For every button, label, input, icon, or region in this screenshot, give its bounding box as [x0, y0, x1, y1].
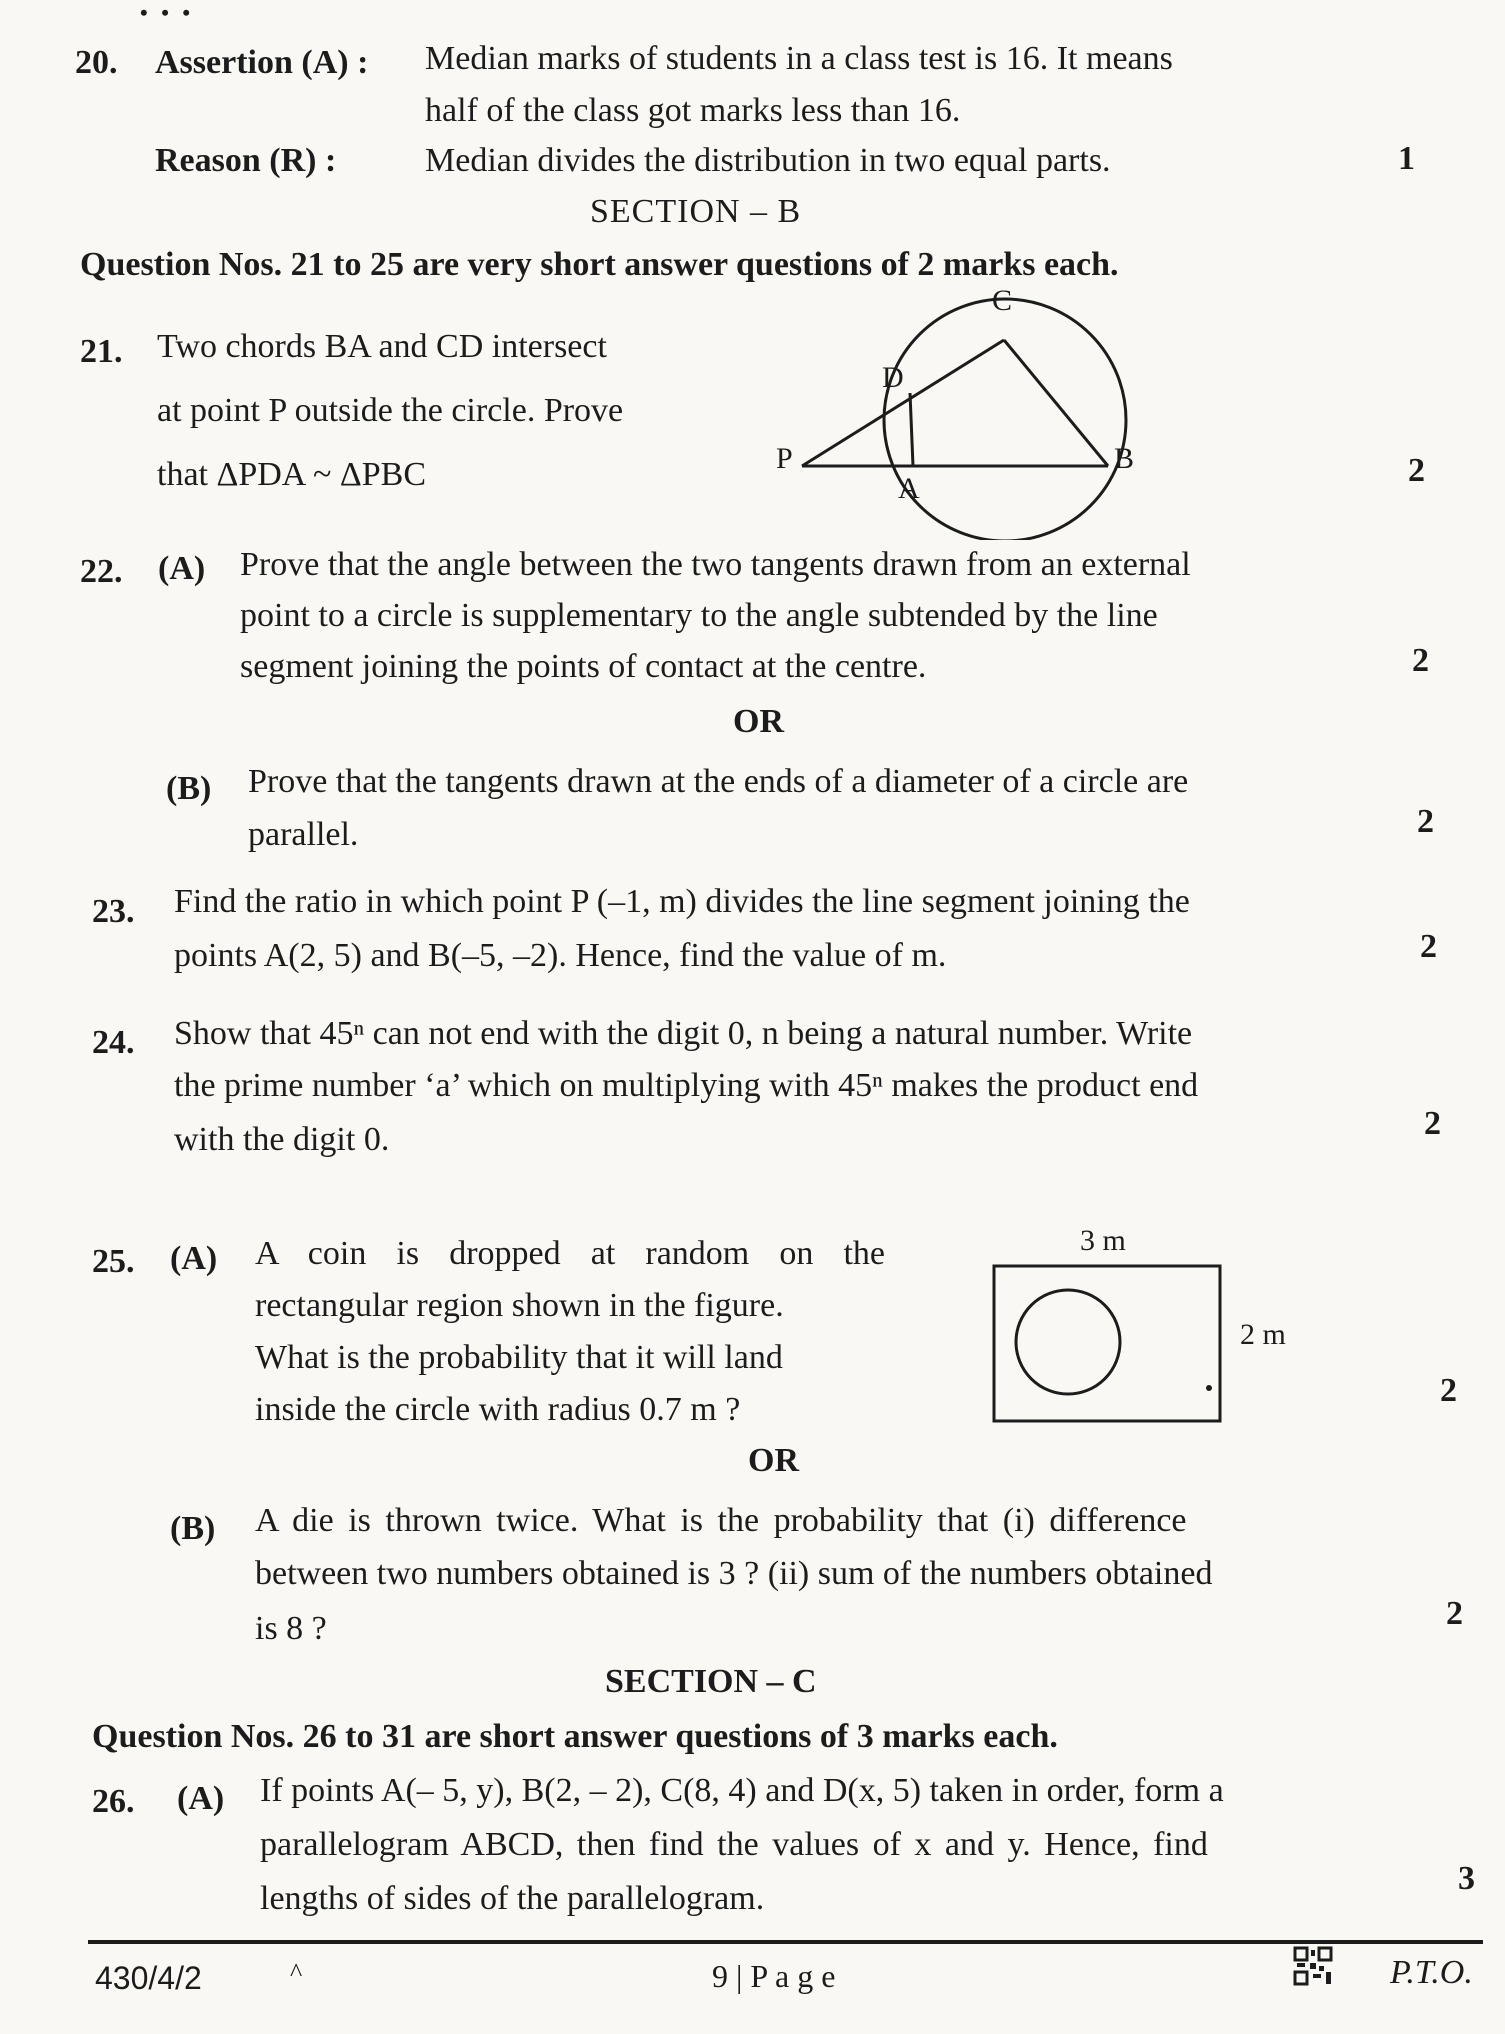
marks: 2 [1417, 803, 1434, 840]
question-text-line1: If points A(– 5, y), B(2, – 2), C(8, 4) and D(x, 5) taken in order, form a [260, 1772, 1224, 1809]
question-number: 23. [92, 893, 135, 930]
question-text-line3: lengths of sides of the parallelogram. [260, 1880, 765, 1917]
label-d: D [882, 361, 904, 394]
rectangle [994, 1266, 1220, 1421]
width-label: 3 m [1080, 1224, 1126, 1257]
intersecting-chords-figure [770, 290, 1140, 540]
paper-code: 430/4/2 [95, 1960, 202, 1996]
line-pc [802, 340, 1004, 466]
option-b-line2: parallel. [248, 816, 359, 853]
option-b-line1: Prove that the tangents drawn at the ends of a diameter of a circle are [248, 763, 1189, 800]
question-number: 26. [92, 1783, 135, 1820]
line-da [910, 393, 913, 466]
option-a-line3: segment joining the points of contact at the centre. [240, 648, 927, 685]
section-c-title: SECTION – C [605, 1663, 817, 1700]
question-number: 21. [80, 333, 123, 370]
question-text-line2: at point P outside the circle. Prove [157, 392, 624, 429]
option-a-line3: What is the probability that it will land [255, 1339, 783, 1376]
question-text-line1: Find the ratio in which point P (–1, m) divides the line segment joining the [174, 883, 1190, 920]
question-number: 24. [92, 1024, 135, 1061]
question-text-line3: with the digit 0. [174, 1121, 390, 1158]
circle [1016, 1290, 1120, 1394]
option-a-label: (A) [158, 550, 206, 587]
option-b-line2: between two numbers obtained is 3 ? (ii) sum of the numbers obtained [255, 1555, 1213, 1592]
label-p: P [776, 442, 793, 475]
marks: 2 [1446, 1595, 1463, 1632]
marks: 3 [1458, 1860, 1475, 1897]
option-a-label: (A) [177, 1780, 225, 1817]
question-text-line2: points A(2, 5) and B(–5, –2). Hence, find the value of m. [174, 937, 947, 974]
label-a: A [898, 472, 920, 505]
caret-mark: ^ [290, 1958, 303, 1987]
marks: 2 [1424, 1105, 1441, 1142]
option-b-line3: is 8 ? [255, 1610, 327, 1647]
section-b-title: SECTION – B [590, 193, 802, 230]
label-b: B [1114, 442, 1135, 475]
assertion-label: Assertion (A) : [155, 44, 369, 81]
height-label: 2 m [1240, 1318, 1286, 1351]
reason-label: Reason (R) : [155, 142, 337, 179]
marks: 2 [1412, 642, 1429, 679]
or-divider: OR [748, 1442, 799, 1479]
rectangle-circle-figure [990, 1262, 1230, 1427]
question-text-line2: parallelogram ABCD, then find the values of x and y. Hence, find [260, 1826, 1208, 1863]
reason-text: Median divides the distribution in two equal parts. [425, 142, 1111, 179]
question-number: 25. [92, 1243, 135, 1280]
option-a-line2: rectangular region shown in the figure. [255, 1287, 784, 1324]
dot-mark [1206, 1385, 1212, 1391]
line-cb [1004, 340, 1108, 466]
marks: 1 [1398, 140, 1415, 177]
marks: 2 [1420, 928, 1437, 965]
option-a-label: (A) [170, 1240, 218, 1277]
section-b-instruction: Question Nos. 21 to 25 are very short answer questions of 2 marks each. [80, 246, 1119, 283]
option-a-line1: Prove that the angle between the two tangents drawn from an external [240, 546, 1191, 583]
marks: 2 [1440, 1372, 1457, 1409]
question-number: 22. [80, 553, 123, 590]
pto-label: P.T.O. [1390, 1954, 1473, 1991]
question-text-line1: Show that 45ⁿ can not end with the digit 0, n being a natural number. Write [174, 1015, 1193, 1052]
label-c: C [992, 290, 1013, 317]
footer-rule [88, 1940, 1483, 1944]
option-a-line4: inside the circle with radius 0.7 m ? [255, 1391, 741, 1428]
assertion-text-line2: half of the class got marks less than 16. [425, 92, 961, 129]
option-b-label: (B) [166, 770, 212, 807]
page-number: 9 | P a g e [712, 1958, 836, 1994]
option-b-line1: A die is thrown twice. What is the probability that (i) difference [255, 1502, 1187, 1539]
or-divider: OR [733, 703, 784, 740]
option-a-line1: A coin is dropped at random on the [255, 1235, 885, 1272]
question-text-line3: that ΔPDA ~ ΔPBC [157, 456, 427, 493]
question-text-line1: Two chords BA and CD intersect [157, 328, 607, 365]
assertion-text-line1: Median marks of students in a class test is 16. It means [425, 40, 1173, 77]
marks: 2 [1408, 452, 1425, 489]
question-number: 20. [75, 44, 118, 81]
qr-code-icon [1293, 1946, 1333, 1986]
question-text-line2: the prime number ‘a’ which on multiplying with 45ⁿ makes the product end [174, 1067, 1199, 1104]
circle [884, 299, 1126, 540]
top-dots: • • • [140, 0, 195, 25]
option-b-label: (B) [170, 1510, 216, 1547]
option-a-line2: point to a circle is supplementary to the angle subtended by the line [240, 597, 1158, 634]
section-c-instruction: Question Nos. 26 to 31 are short answer questions of 3 marks each. [92, 1718, 1058, 1755]
